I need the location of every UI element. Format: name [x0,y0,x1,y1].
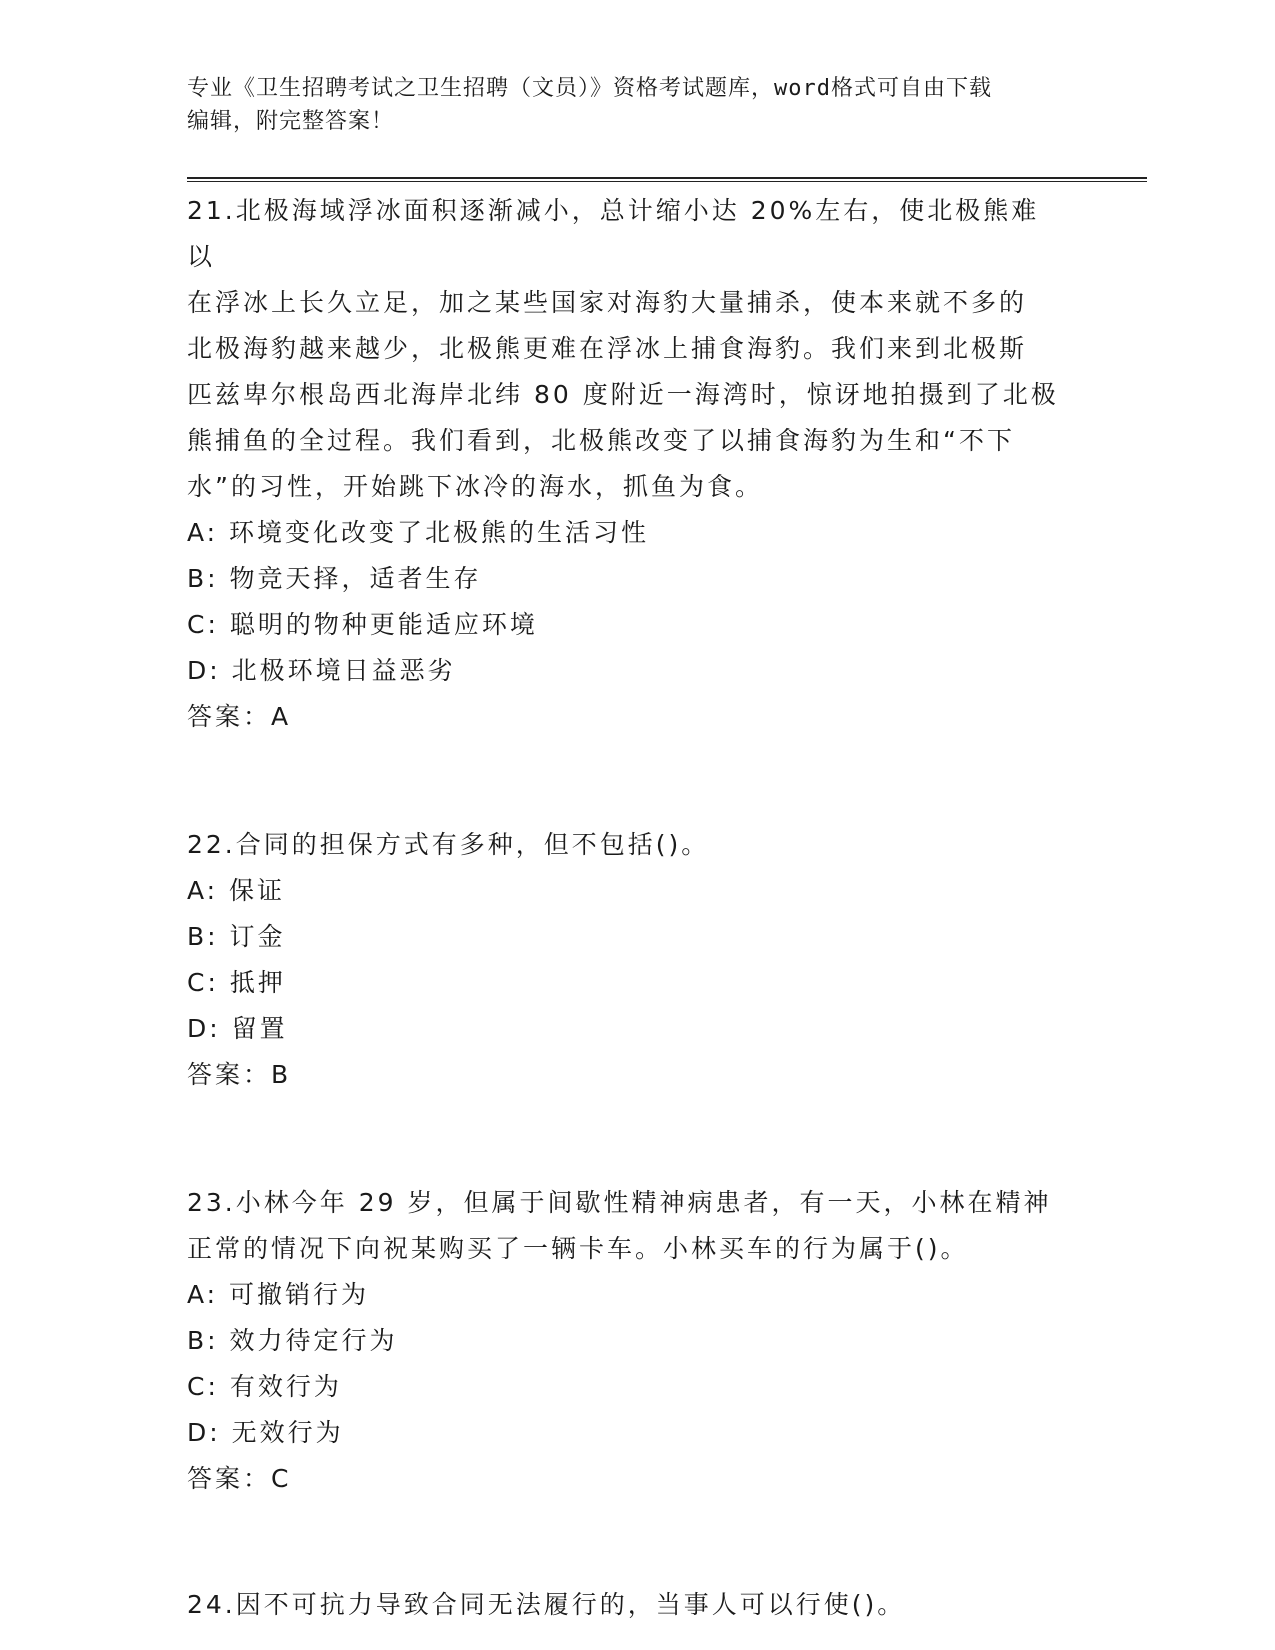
option-c: C: 抵押 [187,968,286,997]
header-divider-thick [187,177,1147,179]
option-c: C: 聪明的物种更能适应环境 [187,610,538,639]
question-stem-line: 21.北极海域浮冰面积逐渐减小，总计缩小达 20%左右，使北极熊难以 [187,196,1040,271]
question-24 [187,1582,1067,1628]
option-d: D: 北极环境日益恶劣 [187,656,456,685]
question-stem-line: 正常的情况下向祝某购买了一辆卡车。小林买车的行为属于()。 [187,1234,969,1263]
header-line-1: 专业《卫生招聘考试之卫生招聘（文员）》资格考试题库，word格式可自由下载 [187,76,992,101]
question-stem-line: 在浮冰上长久立足，加之某些国家对海豹大量捕杀，使本来就不多的 [187,288,1028,317]
answer: 答案：A [187,702,292,731]
question-stem-line: 23.小林今年 29 岁，但属于间歇性精神病患者，有一天，小林在精神 [187,1188,1052,1217]
answer: 答案：C [187,1464,292,1493]
header-line-2: 编辑，附完整答案！ [187,109,395,134]
spacer [187,740,1067,822]
question-stem-line: 熊捕鱼的全过程。我们看到，北极熊改变了以捕食海豹为生和“不下 [187,426,1015,455]
option-a: A: 保证 [187,876,286,905]
question-stem-line: 北极海豹越来越少，北极熊更难在浮冰上捕食海豹。我们来到北极斯 [187,334,1028,363]
spacer [187,1502,1067,1582]
question-22 [187,822,1067,1098]
option-b: B: 效力待定行为 [187,1326,398,1355]
question-stem-line: 匹兹卑尔根岛西北海岸北纬 80 度附近一海湾时，惊讶地拍摄到了北极 [187,380,1059,409]
option-b: B: 订金 [187,922,286,951]
question-21 [187,188,1067,740]
option-c: C: 有效行为 [187,1372,342,1401]
header-divider-thin [187,181,1147,182]
question-stem-line: 24.因不可抗力导致合同无法履行的，当事人可以行使()。 [187,1590,906,1619]
spacer [187,1098,1067,1180]
question-stem-line: 水”的习性，开始跳下冰冷的海水，抓鱼为食。 [187,472,763,501]
question-23 [187,1180,1067,1502]
question-stem-line: 22.合同的担保方式有多种，但不包括()。 [187,830,710,859]
option-d: D: 无效行为 [187,1418,344,1447]
option-b: B: 物竞天择，适者生存 [187,564,482,593]
answer: 答案：B [187,1060,292,1089]
question-list [187,188,1067,1628]
option-a: A: 可撤销行为 [187,1280,370,1309]
document-header [187,72,1087,138]
option-d: D: 留置 [187,1014,288,1043]
option-a: A: 环境变化改变了北极熊的生活习性 [187,518,650,547]
